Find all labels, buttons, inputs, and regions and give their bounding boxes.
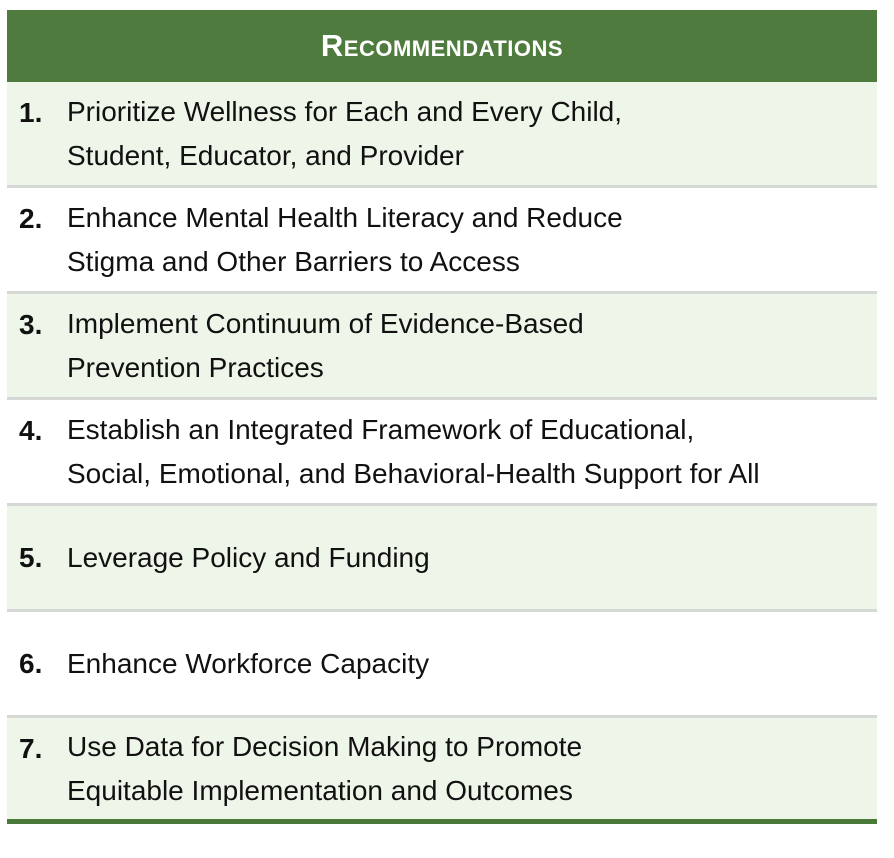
item-number: 5.: [19, 541, 43, 573]
item-number: 2.: [19, 203, 43, 234]
item-text: Enhance Workforce Capacity: [67, 647, 430, 679]
list-item: [7, 400, 877, 506]
header-title: Recommendations: [320, 28, 564, 63]
item-text: Enhance Mental Health Literacy and Reduce Stigma and Other Barriers to Access: [67, 201, 623, 277]
item-number: 7.: [19, 733, 43, 764]
list-item: [7, 294, 877, 400]
table-header: [7, 10, 877, 82]
list-item: [7, 506, 877, 612]
recommendations-table: [7, 10, 877, 824]
item-number: 1.: [19, 97, 43, 128]
list-item: [7, 718, 877, 819]
item-text: Implement Continuum of Evidence-Based Prevention Practices: [67, 307, 584, 383]
list-item: [7, 612, 877, 718]
item-text: Prioritize Wellness for Each and Every Child, Student, Educator, and Provider: [67, 95, 623, 171]
item-number: 3.: [19, 309, 43, 340]
list-item: [7, 188, 877, 294]
item-text: Leverage Policy and Funding: [67, 541, 430, 573]
item-text: Establish an Integrated Framework of Educational, Social, Emotional, and Behavioral-Health Support for All: [67, 413, 760, 489]
list-item: [7, 82, 877, 188]
item-number: 6.: [19, 647, 43, 679]
item-text: Use Data for Decision Making to Promote Equitable Implementation and Outcomes: [67, 730, 583, 806]
item-number: 4.: [19, 415, 43, 446]
